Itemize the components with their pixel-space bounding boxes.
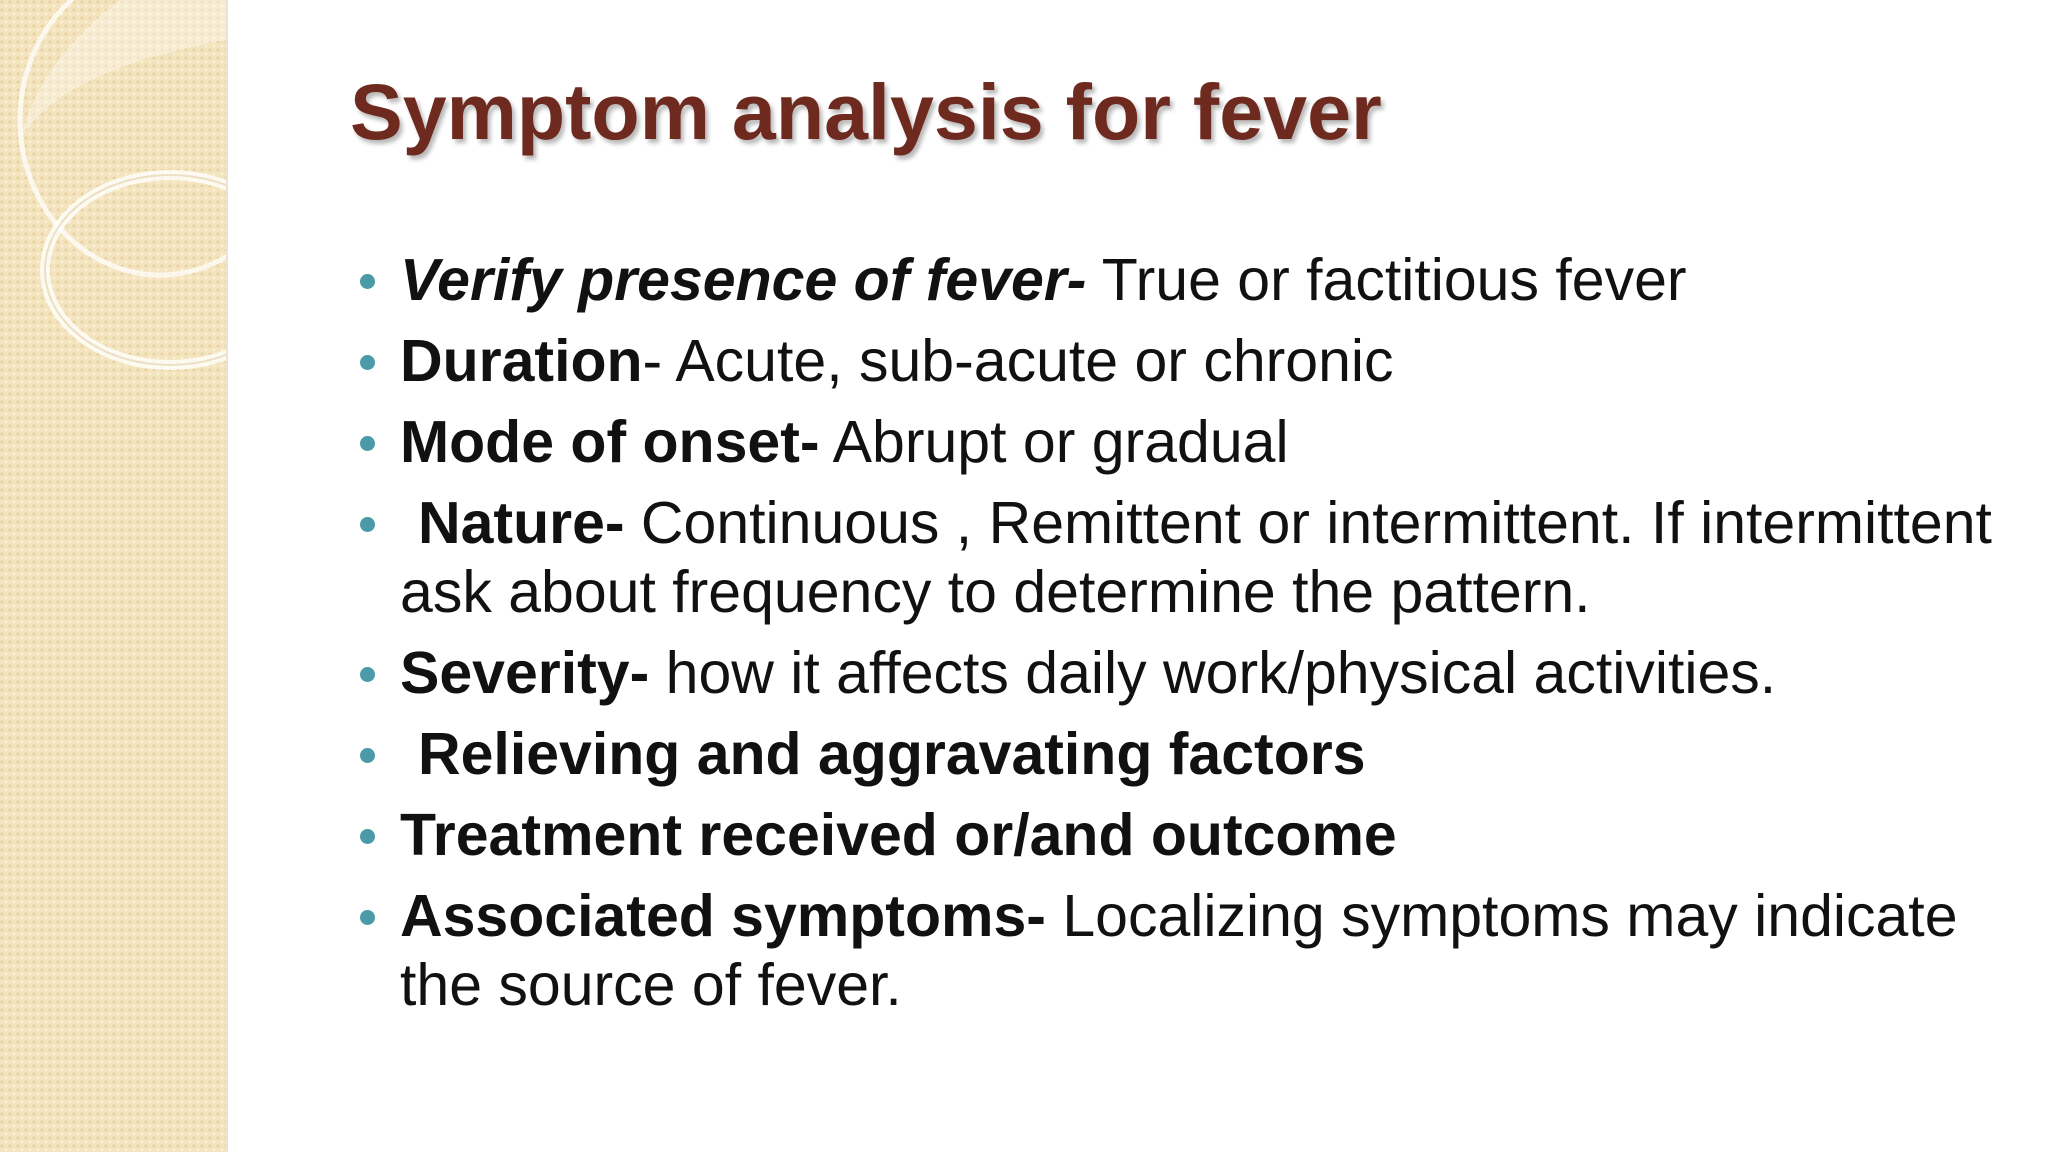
round-bullet-icon: [360, 910, 375, 925]
bullet-item-severity: [360, 639, 2000, 708]
bullet-item-treatment: [360, 801, 2000, 870]
round-bullet-icon: [360, 436, 375, 451]
bullet-heading: Duration: [400, 328, 643, 394]
round-bullet-icon: [360, 517, 375, 532]
round-bullet-icon: [360, 667, 375, 682]
bullet-text: Localizing symptoms may indicate the source of fever.: [400, 883, 1958, 1018]
round-bullet-icon: [360, 274, 375, 289]
bullet-text: Abrupt or gradual: [819, 409, 1289, 475]
bullet-heading: Verify presence of fever-: [400, 247, 1087, 313]
bullet-list: [360, 246, 2000, 1032]
bullet-item-associated-symptoms: [360, 882, 2000, 1020]
bullet-heading: Associated symptoms-: [400, 883, 1046, 949]
round-bullet-icon: [360, 748, 375, 763]
decorative-rings-graphic: [0, 0, 226, 1152]
bullet-heading: Severity-: [400, 640, 650, 706]
bullet-heading: Nature-: [418, 490, 625, 556]
bullet-text: Continuous , Remittent or intermittent. If intermittent ask about frequency to determine the pattern.: [400, 490, 1992, 625]
bullet-item-mode-of-onset: [360, 408, 2000, 477]
bullet-heading: Mode of onset-: [400, 409, 820, 475]
round-bullet-icon: [360, 829, 375, 844]
round-bullet-icon: [360, 355, 375, 370]
bullet-text: how it affects daily work/physical activities.: [649, 640, 1777, 706]
bullet-text: - Acute, sub-acute or chronic: [642, 328, 1394, 394]
bullet-heading: Relieving and aggravating factors: [418, 721, 1366, 787]
bullet-item-verify-fever: [360, 246, 2000, 315]
bullet-item-duration: [360, 327, 2000, 396]
bullet-item-nature: [360, 489, 2000, 627]
bullet-item-relieving-factors: [360, 720, 2000, 789]
bullet-heading: Treatment received or/and outcome: [400, 802, 1397, 868]
decorative-side-panel: [0, 0, 228, 1152]
bullet-text: True or factitious fever: [1086, 247, 1687, 313]
slide-title: Symptom analysis for fever: [350, 67, 1382, 156]
